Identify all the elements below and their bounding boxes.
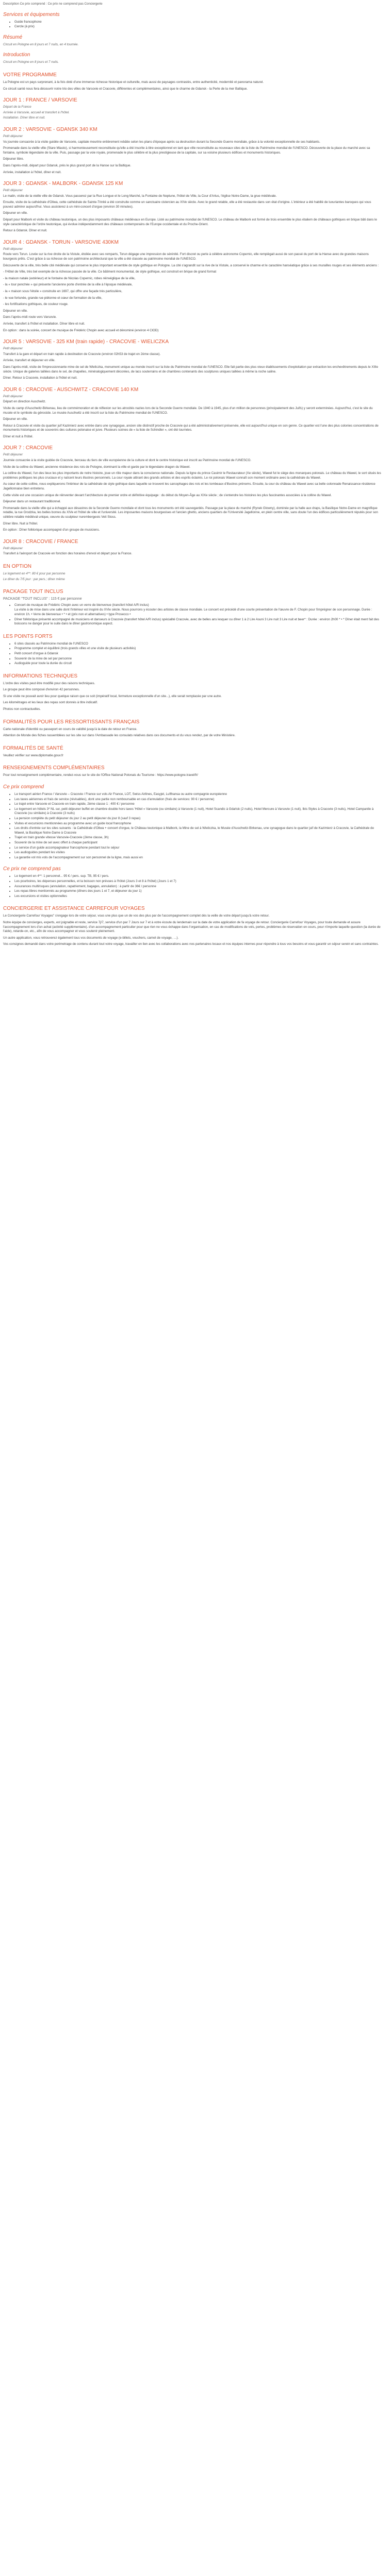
list-item: • Le transport aérien France / Varsovie – Cracovie / France sur vols Air France, LOT, Swiss Airlines, Easyjet, Lufthansa ou autre compagnie européenne bbox=[14, 792, 382, 797]
day-paragraph: - la « maison sous l'étoile » construite en 1697, qui offre une façade très particulière, bbox=[3, 290, 122, 293]
day-paragraph: Journée consacrée à la visite guidée de Cracovie, berceau du tiers de ville européenne de la culture et dont le centre historique est inscrit au Patrimoine mondial de l'UNESCO. bbox=[3, 459, 251, 463]
day-meta: Petit déjeuner bbox=[3, 134, 23, 138]
day-paragraph: Déjeuner en ville. bbox=[3, 417, 28, 421]
list-item: • Les taxes aériennes et frais de service (révisables), dont une partie non remboursable en cas d'annulation (frais de services: 90 € / personne) bbox=[14, 798, 382, 802]
day-paragraph: Au cœur de cette colline, nous expliquerons l'intérieur de la cathédrale de style gothique dans laquelle se trouvent les sarcophages des rois et les tombeaux d'illustres prénoms. Ensuite, la cour du château du Wawel avec sa belle colonnade Renaissance résidence Jagellonnaise bien entretenu. bbox=[3, 482, 376, 491]
intro-text: Circuit en Pologne en 8 jours et 7 nuits. bbox=[3, 60, 59, 64]
conciergerie-paragraph: Un autre application, vous retrouverez également tous vos documents de voyage (e-billets, vouchers, carnet de voyage, …). bbox=[3, 936, 179, 940]
formalites-title: FORMALITÉS POUR LES RESSORTISSANTS FRANÇAIS bbox=[3, 719, 140, 725]
programme-paragraph: Ce circuit santé nous fera découvrir notre trio des villes de Varsovie et Cracovie, différentes et complémentaires, ainsi que le charme de Gdansk - la Perle de la mer Baltique. bbox=[3, 87, 248, 91]
list-item: • Les pourboires, les dépenses personnelles, et la boisson non prévues à l'hôtel (Jours 3 et 8 à l'hôtel) (Jours 1 et 7) bbox=[14, 879, 382, 884]
list-item: • Audioguide pour toute la durée du circuit bbox=[14, 662, 382, 666]
day-paragraph: - l'Hôtel de Ville, très bel exemple de la richesse passée de la ville. Ce bâtiment monumental, de style gothique, est construit en brique de grand format bbox=[3, 270, 217, 274]
day-paragraph: Déjeuner libre. bbox=[3, 157, 24, 161]
day-meta: Petit déjeuner bbox=[3, 546, 23, 550]
list-item: • Dîner folklorique présenté accompagné de musiciens et danseurs à Cracovie (transfert hôtel A/R inclus) spécialité Cracovie, avec de belles ans lesquer ou dîner 1 à 2 Lire Asuni 3 Lire nuit 3 Lire nuit et beer* : Durée : environ 2h00 * • * Dîner était ment fait des boissons ne danger pour le suite dans le dîner gastronomique aspect. bbox=[14, 618, 382, 626]
day-paragraph: Dans l'après-midi, départ pour Gdansk, près le plus grand port de la Hanse sur la Baltique. bbox=[3, 163, 132, 167]
programme-title: VOTRE PROGRAMME bbox=[3, 72, 57, 78]
day-paragraph: Le matin, visite de la vieille ville de Gdansk. Vous passerez par la Rue Longue et le Long Marché, la Fontaine de Neptune, l'hôtel de Ville, la Cour d'Artus, l'église Notre-Dame, la grue médiévale. bbox=[3, 194, 277, 198]
infos-line: Si une visite ne pouvait avoir lieu pour quelque raison que ce soit (impératif local, fermeture exceptionnelle d'un site...), elle serait remplacée par une autre. bbox=[3, 694, 222, 698]
services-list bbox=[3, 20, 382, 29]
day-paragraph: Ensuite, visite de la cathédrale d'Oliwa, cette cathédrale de Sainte-Trinité a été construite comme un sanctuaire cistercien au XIVe siècle. Avec le grand retable, elle a été restaurée dans son état d'origine. L'intérieur a été habillé de luxuriantes baroques qui vous pouvez admirer aujourd'hui. Vous assisterez à un mini-concert d'orgue (environ 30 minutes). bbox=[3, 200, 371, 209]
day-title: JOUR 8 : CRACOVIE / FRANCE bbox=[3, 538, 78, 545]
list-item: • Guide francophone bbox=[14, 20, 382, 25]
day-paragraph: Dans l'après-midi, visite de l'impressionnante mine de sel de Wieliczka, monument unique au monde inscrit sur la liste du Patrimoine mondial de l'UNESCO. Elle fait partie des plus vieux établissements d'exploitation par extraction les enchevêtrements depuis le XIIIe siècle. Unique de galeries taillées dans le sel, de chapelles, minéralogiquement décorées, de lacs souterrains et de chambres contenants des sculptures uniques taillées à même la roche saline. bbox=[3, 365, 378, 374]
infos-title: INFORMATIONS TECHNIQUES bbox=[3, 673, 78, 679]
list-item: • Trajet en train grande vitesse Varsovie-Cracovie (2ème classe, 3h) bbox=[14, 836, 382, 840]
formalites-line: Attention de Monde des fiches rassemblées sur les site sur dans l'Ambassade les consulats relatives dans ces documents et du vous rendez, par de votre Ministère. bbox=[3, 734, 236, 738]
day-title: JOUR 5 : VARSOVIE - 325 KM (train rapide) - CRACOVIE - WIELICZKA bbox=[3, 339, 169, 345]
day-meta: Petit déjeuner bbox=[3, 247, 23, 251]
infos-line: Photos non contractuelles. bbox=[3, 707, 41, 711]
conciergerie-paragraph: Vos consignes demandé dans votre perimetrage de contenu durant tout votre voyage, travailler en lien avec les collaborations avec nos partenaires locaux et nos équipes internes pour répondre à tous vos besoins et vous garantir un séjour serein et sans contraintes. bbox=[3, 942, 379, 946]
list-item: • Visites et excursions mentionnées au programme avec un guide local francophone bbox=[14, 822, 382, 826]
day-title: JOUR 6 : CRACOVIE - AUSCHWITZ - CRACOVIE 140 KM bbox=[3, 386, 139, 393]
list-item: • Le trajet entre Varsovie et Cracovie en train rapide, 2ème classe 1 : 400 € / personne bbox=[14, 802, 382, 807]
option-line: Le logement en 4**: 80 € pour par personne bbox=[3, 571, 66, 575]
day-meta: Petit déjeuner bbox=[3, 347, 23, 351]
list-item: • Le logement en 4**: 1 personnel... 95 € / pers. sup. TB, 95 € / pers. bbox=[14, 874, 382, 879]
sante-line: Veuillez vérifier sur www.diplomatie.gouv.fr bbox=[3, 753, 63, 757]
list-item: • Cercle (à prix) bbox=[14, 25, 382, 29]
list-item: • Petit concert d'orgue à Gdansk bbox=[14, 652, 382, 656]
day-paragraph: - la « tour penchée » qui présente l'ancienne porte d'entrée de la ville à l'époque médiévale, bbox=[3, 283, 133, 287]
option-line: Le dîner du 7/5 jour : par pers.; dîner même bbox=[3, 577, 65, 581]
day-meta: Petit déjeuner bbox=[3, 394, 23, 398]
prix-non-title: Ce prix ne comprend pas bbox=[3, 866, 61, 872]
day-paragraph: La colline du Wawel, l'un des lieux les plus importants de notre histoire, joue un rôle majeur dans la conscience nationale. Depuis la ligne du prince Casimir le Restaurateur (Xe siècle), Wawel fut le siège des monarques polonais. Le château du Wawel, le sort situés les problèmes politiques les plus cruciaux et y naîcent leurs illustres personnels. La cour royale attirant des grands artistes et des esprits éclairés. Le roi polonais Wawel connaît son moment ordinaire avec la cathédrale du Wawel. bbox=[3, 471, 381, 480]
programme-paragraph: La Pologne est un pays surprenant, à la fois doté d'une immense richesse historique et culturelle, mais aussi de paysages contrastés, entre authenticité, modernité et panorama naturel. bbox=[3, 80, 264, 84]
list-item: • Concert de musique de Frédéric Chopin avec un verre de bienvenue (transfert hôtel A/R inclus) bbox=[14, 603, 382, 608]
day-paragraph: Départ en direction Auschwitz. bbox=[3, 400, 46, 404]
day-paragraph: - le vue fortunée, grande rue piétonne et cœur de formation de la ville, bbox=[3, 296, 102, 300]
day-paragraph: - la maison natale (extérieur) et le fontaine de Nicolas Copernic, robes réinvéglique de la ville, bbox=[3, 276, 136, 280]
list-item: • Les repas libres mentionnés au programme (dîners des jours 1 et 7, et déjeuner du jour 1) bbox=[14, 889, 382, 894]
day-paragraph: Cette visite est une occasion unique de réinventer devant l'architecture de premier ordre et définitive équipage : du début du Moyen-Âge au XIXe siècle ; de s'entendre les histoires les plus fascinantes associées à la colline du Wawel. bbox=[3, 493, 332, 497]
day-paragraph: Arrivée, installation à l'hôtel, dîner et nuit. bbox=[3, 170, 61, 174]
resume-title: Résumé bbox=[3, 34, 23, 40]
day-meta: Petit déjeuner bbox=[3, 189, 23, 193]
infos-line: Les kilométrages et les lieux des repas sont donnés à titre indicatif. bbox=[3, 701, 98, 705]
day-title: JOUR 2 : VARSOVIE - GDANSK 340 KM bbox=[3, 126, 97, 132]
points-title: LES POINTS FORTS bbox=[3, 633, 53, 639]
day-paragraph: - les fortifications gothiques, de couleur rouge. bbox=[3, 302, 69, 307]
list-item: • Les droits d'entrée sur les sites suivants : la Cathédrale d'Oliwa + concert d'orgue, le Château teutonique à Malbork, la Mine de sel à Wieliczka, le Musée d'Auschwitz-Birkenau, une synagogue dans le quartier juif de Kazimierz à Cracovie, la Cathédrale de Wawel, la Basilique Notre-Dame à Cracovie bbox=[14, 826, 382, 835]
option-title: EN OPTION bbox=[3, 563, 32, 569]
day-paragraph: Route vers Torun. Lovée sur la rive droite de la Vistule, étoilée avec ses remparts, Torun dégage une impression de sérénité. Fort discret ou perle à célèbre astronome Copernic, elle rempiègait aussi de son passé du port de la Hanse avec de grandes maisons bourgeois prêts. C'est grâce à sa richesse de son patrimoine architectural que la ville a été classée au patrimoine mondial de l'UNESCO. bbox=[3, 252, 369, 261]
list-item: • Programme complet et équilibré (trois grands villes et une visite de plusieurs activités) bbox=[14, 647, 382, 651]
day-paragraph: Dîner. Retour à Cracovie, installation à l'hôtel et nuit. bbox=[3, 376, 77, 380]
day-paragraph: Retour à Cracovie et visite du quartier juif Kazimierz avec entrée dans une synagogue, ancien site distinctif proche de Cracovie qui a été administrativement préservée, elle est aujourd'hui unique en son genre. Ce quartier est l'une des plus colonies concentrations de monuments historiques et de souvenirs des cultures polonaise et juive. Plusieurs scènes de « la liste de Schindler », ont été tournées. bbox=[3, 423, 379, 432]
page bbox=[0, 0, 385, 947]
renseignements-line: Pour tout renseignement complémentaire, rendez-vous sur le site de l'Office National Polonais du Tourisme : https://www.pologne.travel/fr/ bbox=[3, 773, 198, 777]
day-paragraph: Promenade dans la vieille ville qui a échappé aux désastres de la Seconde Guerre mondiale et dont tous les monuments ont été sauvegardés. Passage par la place du marché (Rynek Glowny), dominée par la halle aux draps, la Basilique Notre-Dame en magnifique retable, la rue Grodzka, les belles bornes du XIVe et l'hôtel de ville et l'université. Les imposantes maisons bourgeoises et l'ancien ghetto, anciens quartiers de l'Université Jagellonne, en plein centre ville, sans doute l'un des édifices particulièrement réputés pour son célèbre retable médiéval unique, oeuvre du sculpteur nurembergeois Veit Stoss. bbox=[3, 506, 378, 519]
list-item: • Le logement en hôtels 3* NL sur, petit déjeuner buffet en chambre double hors taxes 'Hôtel » Varsovie (ou similaire) à Varsovie (1 nuit), Hotel Scandic à Gdańsk (2 nuits), Hotel Mercure à Varsovie (1 nuit), Ibis Styles à Cracovie (3 nuits), Hotel Campanile à Cracovie (ou similaire) à Cracovie (3 nuits) bbox=[14, 807, 382, 816]
day-paragraph: Déjeuner dans un restaurant traditionnel. bbox=[3, 500, 61, 504]
tab-links[interactable]: Description Ce prix comprend : Ce prix ne comprend pas Conciergerie bbox=[3, 2, 103, 6]
list-item: • La garantie vol mis vols de l'accompagnement sur son personnel de la ligne, mais aussi en bbox=[14, 856, 382, 860]
conciergerie-paragraph: Le Conciergerie Carrefour Voyages" s'engage lors de votre séjour, vous une plus que un de vos des plus par de l'accompagnement complet dès la veille de votre départ jusqu'à votre retour. bbox=[3, 914, 270, 918]
formalites-line: Carte nationale d'identité ou passeport en cours de validité jusqu'à la date de retour en France. bbox=[3, 727, 137, 731]
list-item: • Les excursions et visites optionnelles bbox=[14, 894, 382, 899]
day-paragraph: Départ pour Malbork et visite du château teutonique, un des plus imposants châteaux médiévaux en Europe. Listé au patrimoine mondial de l'UNESCO. Le château de Malbork est formé de trois ensemble le plus étaliem de châteaux gothiques en brique bâti dans le style caractéristique de l'ordre teutonique, qui évolue indépendamment des châteaux contemporains de l'Europe occidentale et du Proche-Orient. bbox=[3, 218, 377, 226]
prix-non-list bbox=[3, 874, 382, 899]
infos-line: Le groupe peut être composé d'environ 42 personnes. bbox=[3, 688, 80, 692]
day-meta: Installation. Dîner libre et nuit. bbox=[3, 116, 45, 120]
day-paragraph: Arrivée, transfert et déjeuner en ville. bbox=[3, 359, 56, 363]
list-item: La visite à de mise dans une salle dont l'intérieur est inspiré du XVIe siècle. Nous pourrons y écouter des artistes de classe mondiale. Le concert est précédé d'une courte présentation de l'œuvre de F. Chopin pour l'imprégner de son personnage. Durée : environ 1h. • Verre de bienvenue • * • et (prix non et alternatives) • type Prosecco • bbox=[14, 608, 372, 616]
day-meta: Arrivée à Varsovie, accueil et transfert à l'hôtel. bbox=[3, 110, 70, 114]
list-item: • Souvenir de la mine de sel avec offert à chaque participant bbox=[14, 841, 382, 845]
package-subtitle: PACKAGE "TOUT INCLUS" : 115 € par personne bbox=[3, 597, 82, 601]
infos-line: L'ordre des visites peut être modifié pour des raisons techniques. bbox=[3, 681, 95, 685]
day-paragraph: Vu journée consacrée à la visite guidée de Varsovie, capitale meurtrie entièrement rebâtie selon les plans d'époque après sa destruction durant la Seconde Guerre mondiale, grâce à la volonté exceptionnelle de ses habitants. bbox=[3, 140, 320, 144]
conciergerie-paragraph: Notre équipe de concierges, experts, est joignable et reste, service 7j/7, service d'un par 7 Jours sur 7 et à votre écoute du lendemain sur la date de votre application de fa voyage de retour. Conciergerie Carrefour Voyages, pour toute demande et assure l'accompagnement lors d'un achat (activité supplémentaire). d'un accompagnement particulier pour que rien ne vous échappe dans l'organisation, en cas de modifications de vols, pertes, problèmes de réservation en cours, pour n'importe laquelle question (la durée de l'aide), retarde-on, etc., afin de vous accompagner et vous soutenir pleinement. bbox=[3, 920, 381, 934]
day-title: JOUR 7 : CRACOVIE bbox=[3, 445, 53, 451]
day-paragraph: Visite de la colline du Wawel, ancienne résidence des rois de Pologne, dominant la ville et garde par le légendaire dragon du Wawel. bbox=[3, 465, 190, 469]
renseignements-title: RENSEIGNEMENTS COMPLÉMENTAIRES bbox=[3, 765, 105, 771]
day-title: JOUR 1 : FRANCE / VARSOVIE bbox=[3, 97, 77, 104]
list-item: • La pension complète du petit déjeuner du jour 2 au petit déjeuner du jour 8 (sauf 3 repas) bbox=[14, 817, 382, 821]
day-paragraph: En option : Dîner folklorique accompagné d'un groupe de musiciens. bbox=[3, 528, 100, 532]
day-paragraph: Arrivée, transfert à l'hôtel et installation. Dîner libre et nuit. bbox=[3, 321, 85, 326]
sante-title: FORMALITÉS DE SANTÉ bbox=[3, 745, 63, 751]
day-meta: Départ de la France bbox=[3, 105, 31, 109]
intro-title: Introduction bbox=[3, 52, 30, 58]
day-paragraph: Retour à Gdansk. Dîner et nuit. bbox=[3, 229, 47, 233]
day-paragraph: Dîner libre. Nuit à l'hôtel. bbox=[3, 521, 38, 526]
day-paragraph: En option : dans la soirée, concert de musique de Frédéric Chopin avec accueil et dénominé (environ 4 ClOD) bbox=[3, 328, 159, 332]
list-item: • Le service d'un guide accompagnateur francophone pendant tout le séjour bbox=[14, 846, 382, 851]
day-paragraph: Transfert à l'aéroport de Cracovie en fonction des horaires d'envol et départ pour la France. bbox=[3, 552, 133, 556]
day-title: JOUR 3 : GDANSK - MALBORK - GDANSK 125 KM bbox=[3, 181, 123, 187]
list-item: • 6 sites classés au Patrimoine mondial de l'UNESCO bbox=[14, 642, 382, 647]
resume-text: Circuit en Pologne en 8 jours et 7 nuits, en 4 tournée. bbox=[3, 42, 79, 46]
day-paragraph: Dîner et nuit à l'hôtel. bbox=[3, 434, 34, 438]
day-paragraph: Déjeuner en ville. bbox=[3, 309, 28, 313]
list-item: • Souvenir de la mine de sel par personne bbox=[14, 657, 382, 662]
prix-comprend-list bbox=[3, 792, 382, 860]
day-meta: Petit déjeuner bbox=[3, 453, 23, 457]
conciergerie-title: CONCIERGERIE ET ASSISTANCE CARREFOUR VOYAGES bbox=[3, 906, 145, 912]
prix-comprend-title: Ce prix comprend bbox=[3, 784, 44, 790]
day-paragraph: Promenade dans la vieille ville (Stare Miasto), si harmonieusement reconstituée qu'elle a été inscrite à titre exceptionnel en tant que ville reconstituite au nouveaux sites de la liste du Patrimoine mondial de l'UNESCO. Découverte de la place du marché avec sa fontaine, symbole légendaire de la ville. Puis, passage par la voie royale, promenade le plus célèbre et la plus prestigieuse de la capitale, sur sa voisine plusieurs édifices et monuments historiques. bbox=[3, 146, 370, 155]
list-item: • Les audioguides pendant les visites bbox=[14, 851, 382, 855]
day-paragraph: Déjeuner en ville. bbox=[3, 211, 28, 215]
services-title: Services et équipements bbox=[3, 11, 60, 18]
day-paragraph: Visite du camp d'Auschwitz-Birkenau, lieu de commémoration et de réflexion sur les atrocités nazies lors de la Seconde Guerre mondiale. De 1940 à 1945, plus d'un million de personnes (principalement des Juifs) y seront exterminées. Aujourd'hui, c'est le site du musée et le symbole du génocide. Le musée Auschwitz a été inscrit sur la liste du Patrimoine mondial de l'UNESCO. bbox=[3, 406, 373, 415]
day-paragraph: Transfert à la gare et départ en train rapide à destination de Cracovie (environ 02h53 de trajet en 2ème classe). bbox=[3, 352, 161, 356]
points-list bbox=[3, 642, 382, 666]
day-title: JOUR 4 : GDANSK - TORUN - VARSOVIE 430KM bbox=[3, 239, 119, 245]
day-paragraph: Dans l'après-midi route vers Varsovie. bbox=[3, 315, 57, 319]
package-list bbox=[3, 603, 382, 626]
list-item: • Assurances multirisques (annulation, rapatriement, bagages, annulation) : à partir de 36€ / personne bbox=[14, 885, 382, 889]
package-title: PACKAGE TOUT INCLUS bbox=[3, 589, 63, 595]
day-paragraph: Découverte de la ville, très belle cité médiévale qui conserve le plus important ensemble de style gothique en Pologne. La cité s'agrandit sur la rive de la Vistule, a conservé le charme et le caractère hanséatique grâce à ses murailles rouges et ses éléments anciens : bbox=[3, 263, 379, 267]
